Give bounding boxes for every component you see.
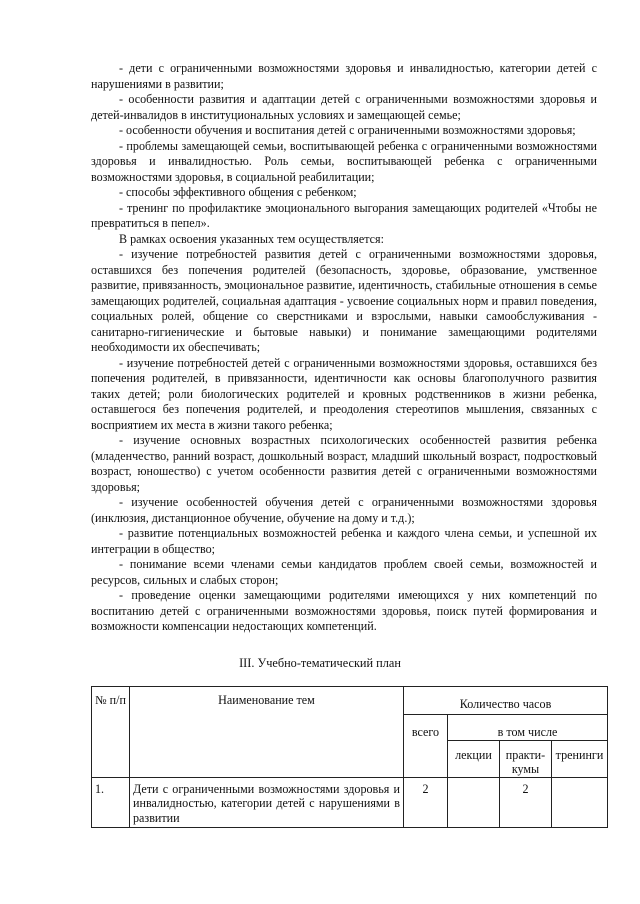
paragraph: - изучение потребностей развития детей с ограниченными возможностями здоровья, оставшихся без попечения родителей (безопасность, здоровье, образование, умственное развитие, привязанность, эмоциональное развитие, идентичность, стабильные отношения в семье замещающих родителей, социальная адаптация - усвоение социальных норм и правил поведения, социальных ролей, общение со сверстниками и взрослыми, навыки самообслуживания - санитарно-гигиенические и бытовые навыки) и понимание замещающими родителями необходимости их обеспечивать; bbox=[91, 247, 597, 354]
row-topic-text: Дети с ограниченными возможностями здоровья и инвалидностью, категории детей с нарушениями в развитии bbox=[133, 781, 400, 825]
header-total: всего bbox=[404, 715, 448, 778]
paragraph: - понимание всеми членами семьи кандидатов проблем своей семьи, возможностей и ресурсов, сильных и слабых сторон; bbox=[91, 557, 597, 587]
header-number: № п/п bbox=[92, 687, 130, 778]
row-topic-name bbox=[130, 777, 404, 828]
header-including: в том числе bbox=[448, 715, 608, 741]
row-total: 2 bbox=[404, 777, 448, 828]
paragraph: - особенности обучения и воспитания детей с ограниченными возможностями здоровья; bbox=[119, 123, 576, 137]
paragraph: - изучение основных возрастных психологических особенностей развития ребенка (младенчество, ранний возраст, дошкольный возраст, младший школьный возраст, подростковый возраст, юношество) с учетом особенности развития детей с ограниченными возможностями здоровья; bbox=[91, 433, 597, 494]
paragraph: - изучение потребностей детей с ограниченными возможностями здоровья, оставшихся без попечения родителей, в привязанности, идентичности как основы благополучного развития таких детей; роли биологических родителей и кровных родственников в жизни ребенка, оставшегося без попечения родителей, и преодоления стереотипов мышления, связанных с восприятием их места в жизни такого ребенка; bbox=[91, 355, 597, 432]
header-lectures: лекции bbox=[448, 740, 500, 777]
row-lectures bbox=[448, 777, 500, 828]
paragraph: - проблемы замещающей семьи, воспитывающей ребенка с ограниченными возможностями здоровья и инвалидностью. Роль семьи, воспитывающей ребенка с ограниченными возможностями здоровья, в социальной реабилитации; bbox=[91, 138, 597, 184]
paragraph: - развитие потенциальных возможностей ребенка и каждого члена семьи, и успешной их интеграции в общество; bbox=[91, 526, 597, 556]
section-title: III. Учебно-тематический план bbox=[239, 656, 401, 670]
table-header-row bbox=[92, 687, 608, 715]
header-practice: практикумы bbox=[500, 740, 552, 777]
row-trainings bbox=[552, 777, 608, 828]
table-row bbox=[92, 777, 608, 828]
paragraph: - дети с ограниченными возможностями здоровья и инвалидностью, категории детей с нарушениями в развитии; bbox=[91, 61, 597, 91]
header-topic-name: Наименование тем bbox=[130, 687, 404, 778]
row-practice: 2 bbox=[500, 777, 552, 828]
paragraph: В рамках освоения указанных тем осуществляется: bbox=[119, 231, 384, 246]
paragraph: - особенности развития и адаптации детей с ограниченными возможностями здоровья и детей-инвалидов в институциональных условиях и замещающей семье; bbox=[91, 92, 597, 122]
curriculum-table bbox=[91, 686, 608, 828]
paragraph: - способы эффективного общения с ребенком; bbox=[119, 185, 357, 199]
header-trainings: тренинги bbox=[552, 740, 608, 777]
paragraph: - тренинг по профилактике эмоционального выгорания замещающих родителей «Чтобы не превратиться в пепел». bbox=[91, 200, 597, 230]
row-number: 1. bbox=[92, 777, 130, 828]
paragraph: - изучение особенностей обучения детей с ограниченными возможностями здоровья (инклюзия, дистанционное обучение, обучение на дому и т.д.); bbox=[91, 495, 597, 525]
paragraph: - проведение оценки замещающими родителями имеющихся у них компетенций по воспитанию детей с ограниченными возможностями здоровья, поиск путей формирования и возможности компенсации недостающих компетенций. bbox=[91, 588, 597, 633]
body-text bbox=[91, 61, 597, 635]
header-hours: Количество часов bbox=[404, 687, 608, 715]
